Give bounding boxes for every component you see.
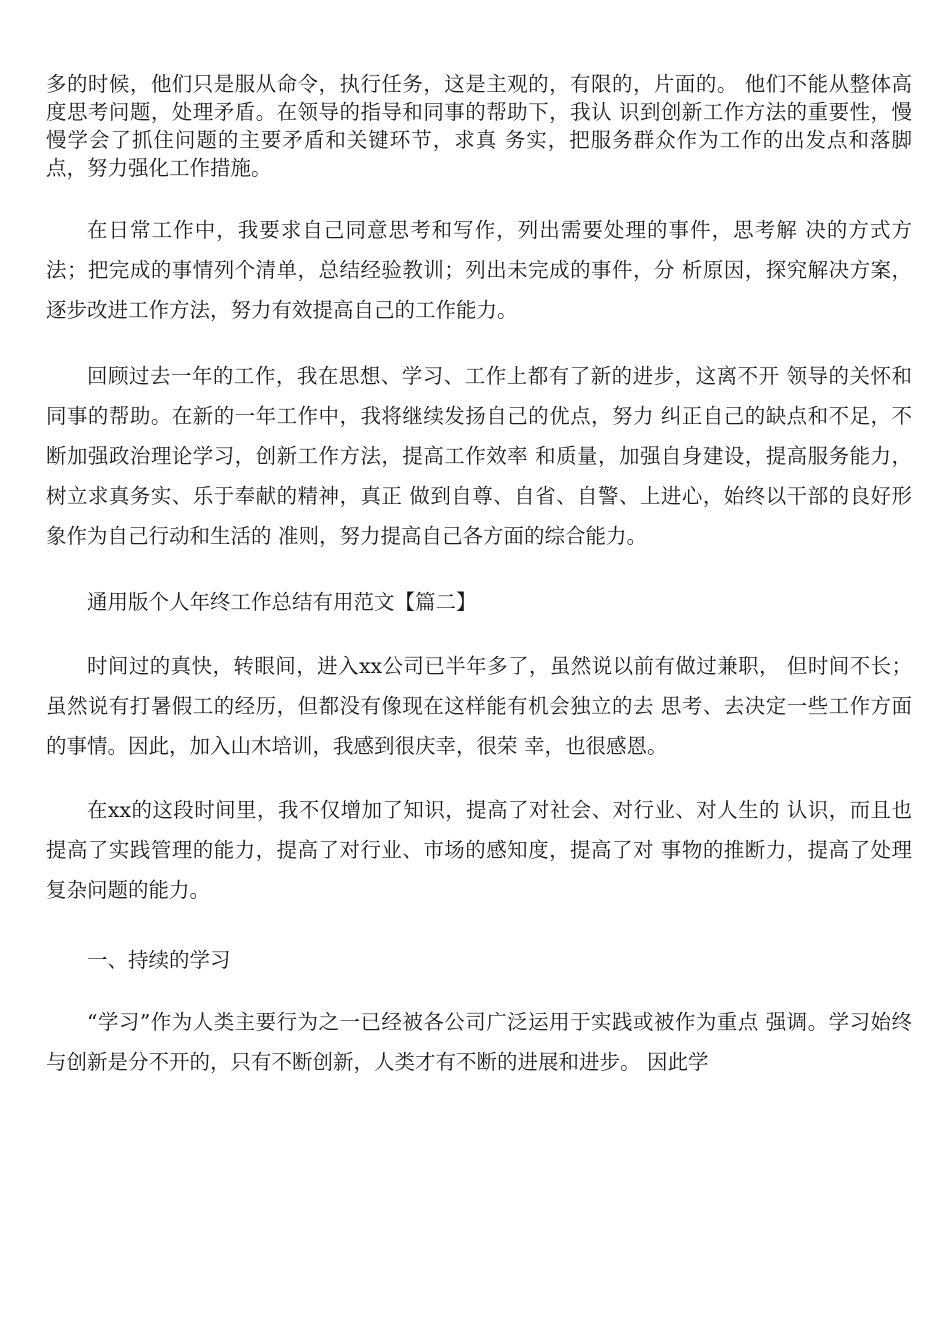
document-page [46,70,912,1082]
subsection-title: 一、持续的学习 [87,948,231,972]
paragraph-learning: “学习”作为人类主要行为之一已经被各公司广泛运用于实践或被作为重点 强调。学习始终与创新是分不开的，只有不断创新，人类才有不断的进展和进步。 因此学 [46,1010,912,1074]
section-title: 通用版个人年终工作总结有用范文【篇二】 [87,590,477,614]
paragraph-daily-work: 在日常工作中，我要求自己同意思考和写作，列出需要处理的事件，思考解 决的方式方法；把完成的事情列个清单，总结经验教训；列出未完成的事件，分 析原因，探究解决方案，逐步改进工作方法，努力有效提高自己的工作能力。 [46,218,912,322]
paragraph-review: 回顾过去一年的工作，我在思想、学习、工作上都有了新的进步，这离不开 领导的关怀和同事的帮助。在新的一年工作中，我将继续发扬自己的优点，努力 纠正自己的缺点和不足，不断加强政治理论学习，创新工作方法，提高工作效率 和质量，加强自身建设，提高服务能力，树立求真务实、乐于奉献的精神，真正 做到自尊、自省、自警、上进心，始终以干部的良好形象作为自己行动和生活的 准则，努力提高自己各方面的综合能力。 [46,364,912,548]
paragraph-continued: 多的时候，他们只是服从命令，执行任务，这是主观的，有限的，片面的。 他们不能从整体高度思考问题，处理矛盾。在领导的指导和同事的帮助下，我认 识到创新工作方法的重要性，慢慢学会了抓住问题的主要矛盾和关键环节，求真 务实，把服务群众作为工作的出发点和落脚点，努力强化工作措施。 [46,72,912,180]
paragraph-xx-period: 在xx的这段时间里，我不仅增加了知识，提高了对社会、对行业、对人生的 认识，而且也提高了实践管理的能力，提高了对行业、市场的感知度，提高了对 事物的推断力，提高了处理复杂问题的能力。 [46,798,912,902]
paragraph-time: 时间过的真快，转眼间，进入xx公司已半年多了，虽然说以前有做过兼职， 但时间不长；虽然说有打暑假工的经历，但都没有像现在这样能有机会独立的去 思考、去决定一些工作方面的事情。因此，加入山木培训，我感到很庆幸，很荣 幸，也很感恩。 [46,654,912,758]
